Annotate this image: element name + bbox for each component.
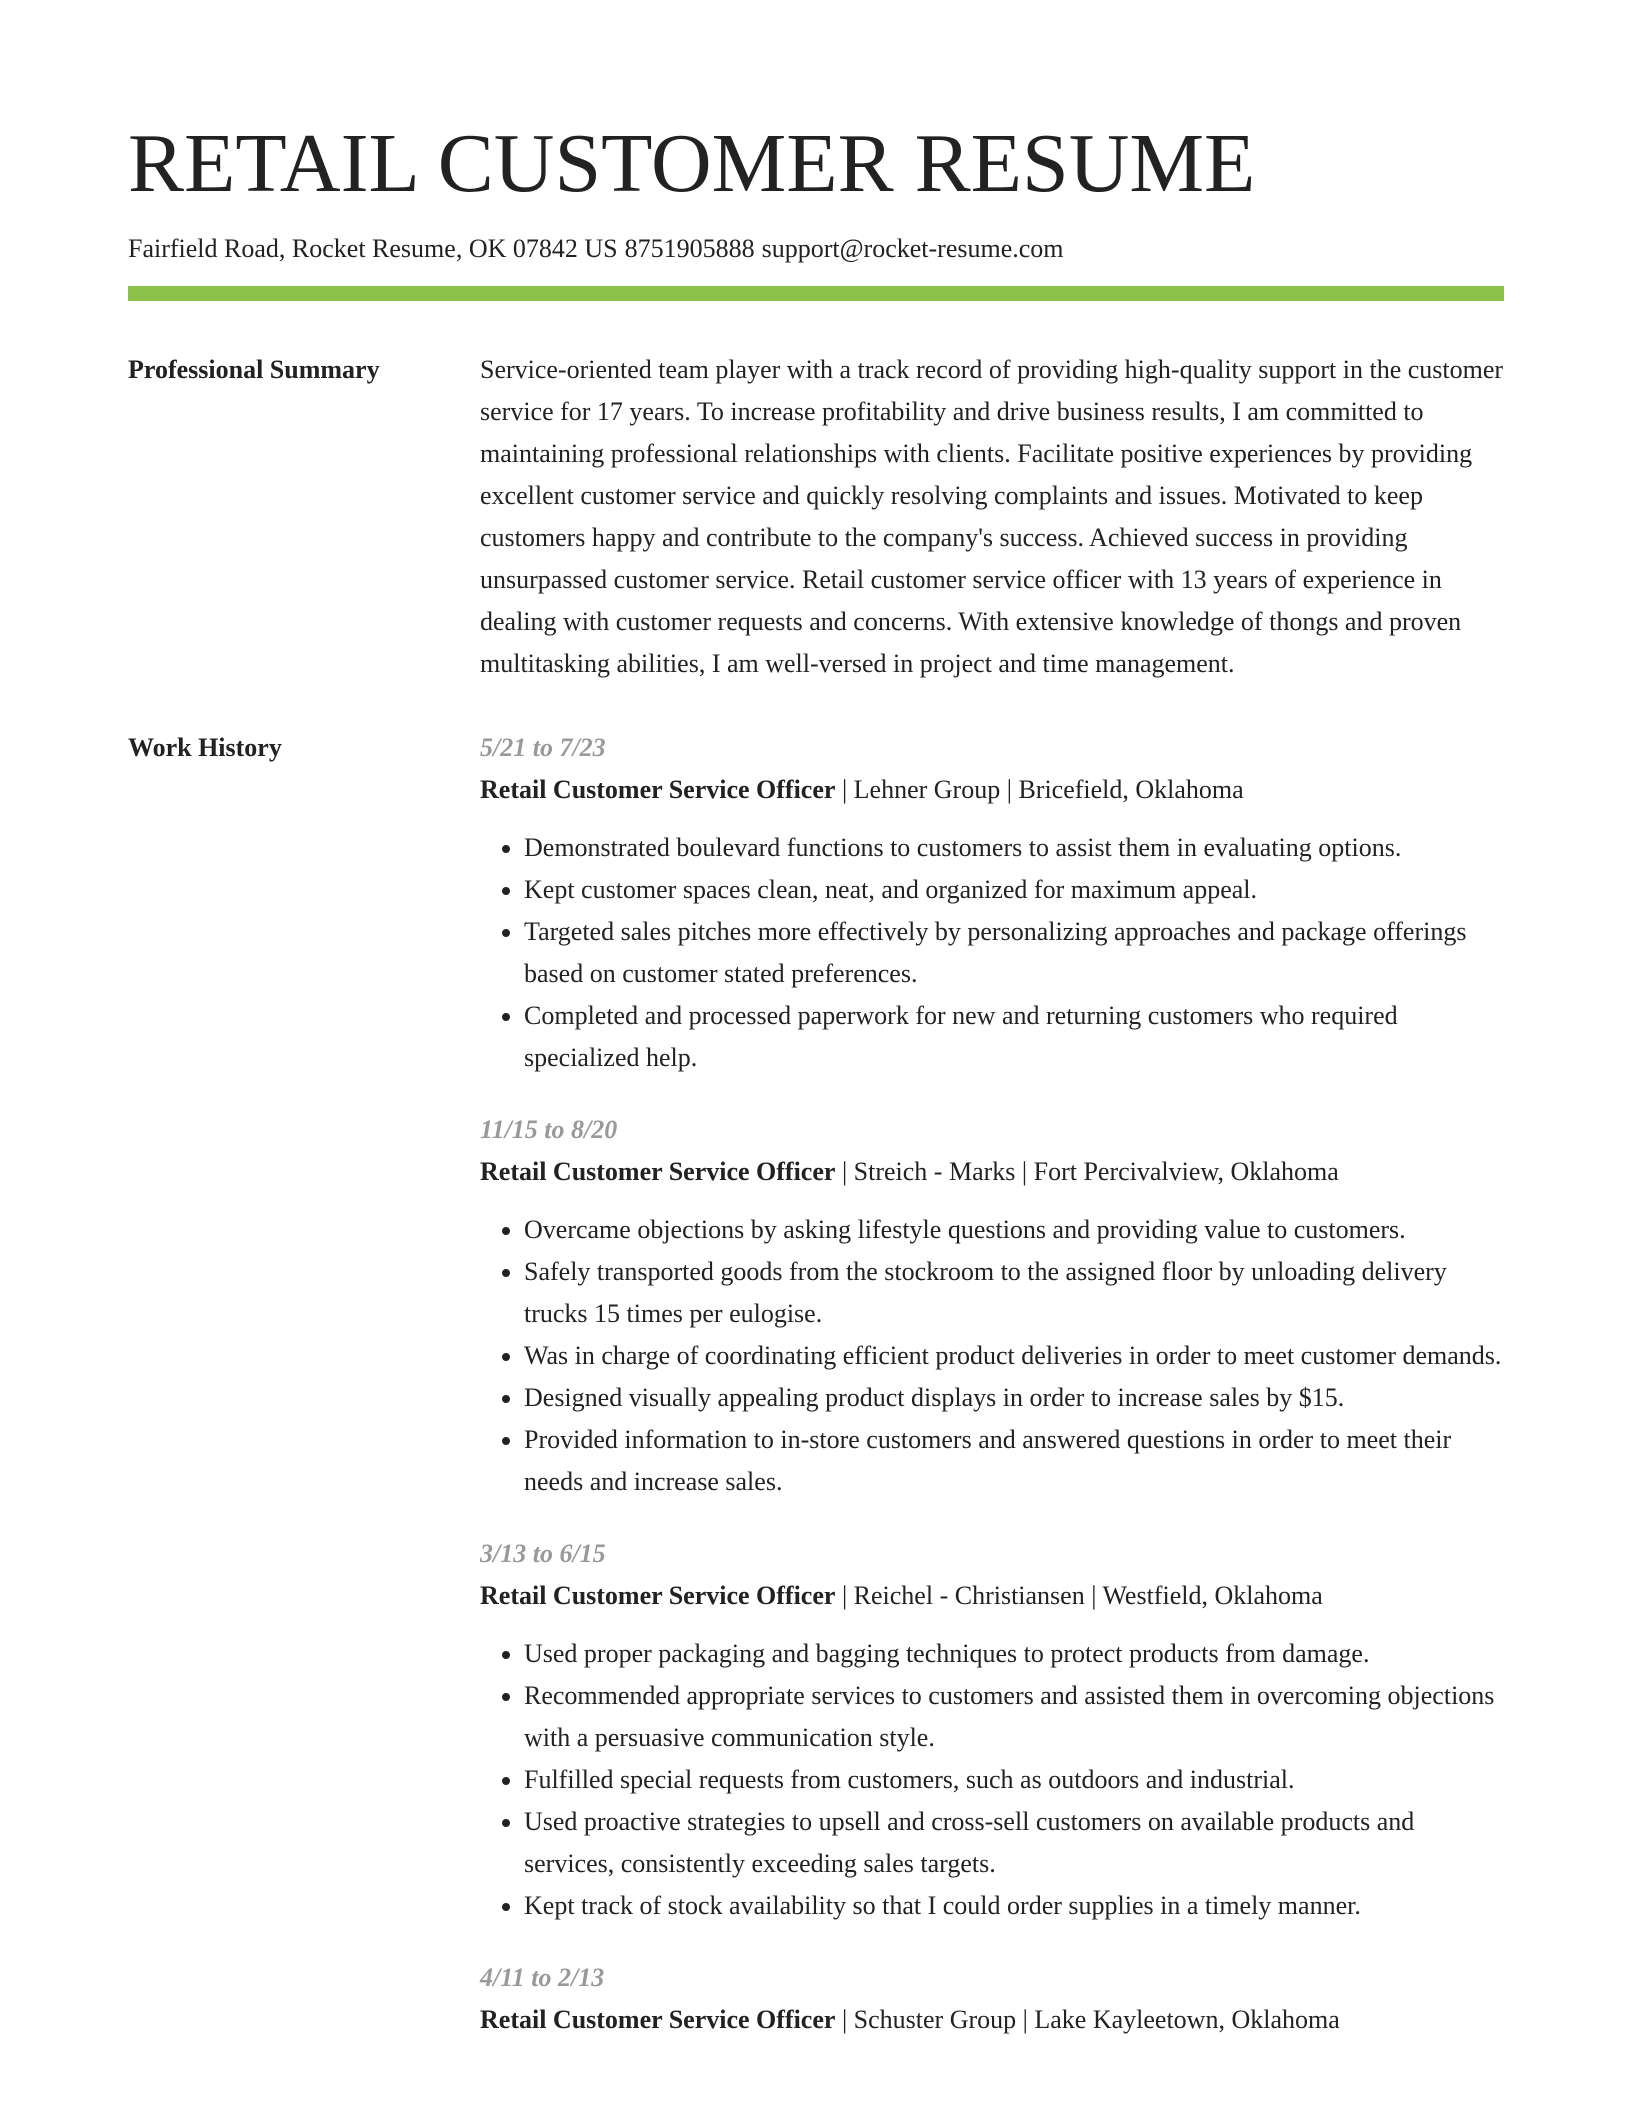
job-entry [480, 1957, 1504, 2041]
job-dates: 11/15 to 8/20 [480, 1115, 618, 1145]
resume-title: RETAIL CUSTOMER RESUME [128, 117, 1256, 210]
job-duty-item: • Used proactive strategies to upsell and cross-sell customers on available products and services, consistently exceeding sales targets. [524, 1801, 1504, 1885]
job-company: Reichel - Christiansen [853, 1581, 1085, 1611]
job-title: Retail Customer Service Officer [480, 775, 836, 805]
job-duty-item: • Kept track of stock availability so that I could order supplies in a timely manner. [524, 1885, 1504, 1927]
job-duties-list [480, 827, 1504, 1079]
summary-body [480, 349, 1504, 685]
job-duty-item: • Recommended appropriate services to customers and assisted them in overcoming objections with a persuasive communication style. [524, 1675, 1504, 1759]
job-dates: 4/11 to 2/13 [480, 1963, 605, 1993]
section-label-summary: Professional Summary [128, 355, 380, 385]
job-duty-item: • Was in charge of coordinating efficient product deliveries in order to meet customer demands. [524, 1335, 1504, 1377]
job-heading: Retail Customer Service Officer | Lehner Group | Bricefield, Oklahoma [480, 775, 1244, 805]
job-duty-item: • Demonstrated boulevard functions to customers to assist them in evaluating options. [524, 827, 1504, 869]
header-divider [128, 286, 1504, 301]
job-location: Westfield, Oklahoma [1102, 1581, 1323, 1611]
work-history-list [480, 727, 1504, 2071]
job-duty-item: • Used proper packaging and bagging techniques to protect products from damage. [524, 1633, 1504, 1675]
job-duties-list [480, 1633, 1504, 1927]
contact-address: Fairfield Road, Rocket Resume, OK 07842 US [128, 234, 618, 264]
summary-text: Service-oriented team player with a track record of providing high-quality support in the customer service for 17 years. To increase profitability and drive business results, I am committed to maintaining professional relationships with clients. Facilitate positive experiences by providing excellent customer service and quickly resolving complaints and issues. Motivated to keep customers happy and contribute to the company's success. Achieved success in providing unsurpassed customer service. Retail customer service officer with 13 years of experience in dealing with customer requests and concerns. With extensive knowledge of thongs and proven multitasking abilities, I am well-versed in project and time management. [480, 355, 1504, 679]
job-location: Bricefield, Oklahoma [1018, 775, 1244, 805]
job-entry [480, 1533, 1504, 1927]
job-duty-item: • Designed visually appealing product displays in order to increase sales by $15. [524, 1377, 1504, 1419]
job-duty-item: • Kept customer spaces clean, neat, and organized for maximum appeal. [524, 869, 1504, 911]
job-heading: Retail Customer Service Officer | Streich - Marks | Fort Percivalview, Oklahoma [480, 1157, 1339, 1187]
resume-page [128, 118, 1504, 2071]
job-location: Fort Percivalview, Oklahoma [1033, 1157, 1339, 1187]
job-duty-item: • Targeted sales pitches more effectively by personalizing approaches and package offerings based on customer stated preferences. [524, 911, 1504, 995]
job-entry [480, 1109, 1504, 1503]
contact-line [128, 232, 1504, 266]
job-dates: 5/21 to 7/23 [480, 733, 606, 763]
job-company: Schuster Group [853, 2005, 1017, 2035]
job-location: Lake Kayleetown, Oklahoma [1034, 2005, 1340, 2035]
job-company: Lehner Group [853, 775, 1001, 805]
contact-phone: 8751905888 [624, 234, 755, 264]
job-title: Retail Customer Service Officer [480, 1581, 836, 1611]
job-duty-item: • Fulfilled special requests from customers, such as outdoors and industrial. [524, 1759, 1504, 1801]
professional-summary-section [128, 349, 1504, 685]
job-entry [480, 727, 1504, 1079]
work-history-section [128, 727, 1504, 2071]
job-company: Streich - Marks [853, 1157, 1016, 1187]
job-title: Retail Customer Service Officer [480, 1157, 836, 1187]
job-duty-item: • Provided information to in-store customers and answered questions in order to meet their needs and increase sales. [524, 1419, 1504, 1503]
job-dates: 3/13 to 6/15 [480, 1539, 606, 1569]
job-duty-item: • Overcame objections by asking lifestyle questions and providing value to customers. [524, 1209, 1504, 1251]
job-title: Retail Customer Service Officer [480, 2005, 836, 2035]
job-duties-list [480, 1209, 1504, 1503]
contact-email: support@rocket-resume.com [761, 234, 1064, 264]
job-heading: Retail Customer Service Officer | Reichel - Christiansen | Westfield, Oklahoma [480, 1581, 1323, 1611]
section-label-work-history: Work History [128, 733, 282, 763]
job-duty-item: • Completed and processed paperwork for new and returning customers who required specialized help. [524, 995, 1504, 1079]
job-duty-item: • Safely transported goods from the stockroom to the assigned floor by unloading delivery trucks 15 times per eulogise. [524, 1251, 1504, 1335]
job-heading: Retail Customer Service Officer | Schuster Group | Lake Kayleetown, Oklahoma [480, 2005, 1340, 2035]
